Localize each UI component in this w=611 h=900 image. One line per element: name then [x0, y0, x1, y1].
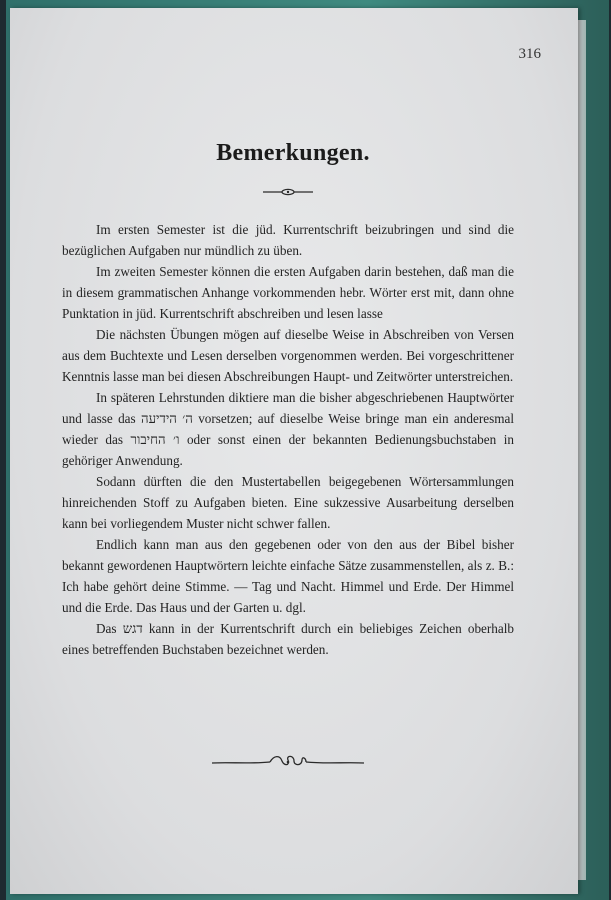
paragraph: Endlich kann man aus den gegebenen oder von den aus der Bibel bisher bekannt gewordenen Hauptwörtern leichte einfache Sätze zusammenstellen, als z. B.: Ich habe gehört deine Stimme. — Tag und Nacht. Himmel und Erde. Der Himmel und die Erde. Das Haus und der Garten u. dgl.: [62, 537, 514, 615]
body-text: [62, 219, 514, 660]
paragraph: Sodann dürften die den Mustertabellen beigegebenen Wörtersammlungen hinreichenden Stoff zu Aufgaben bieten. Eine sukzessive Ausarbeitung derselben kann bei vorliegendem Muster nicht schwer fallen.: [62, 474, 514, 531]
page-title: Bemerkungen.: [216, 140, 370, 166]
page-number: 316: [518, 46, 541, 62]
paragraph: Das דגש kann in der Kurrentschrift durch ein beliebiges Zeichen oberhalb eines betreffenden Buchstaben bezeichnet werden.: [62, 621, 515, 657]
ornament-divider-top: [263, 187, 313, 197]
paragraph: Die nächsten Übungen mögen auf dieselbe Weise in Abschreiben von Versen aus dem Buchtexte und Lesen derselben vorgenommen werden. Bei vorgeschrittener Kenntnis lasse man bei diesen Abschreibungen Haupt- und Zeitwörter unterstreichen.: [62, 327, 514, 384]
paragraph: Im ersten Semester ist die jüd. Kurrentschrift beizubringen und sind die bezüglichen Aufgaben nur mündlich zu üben.: [62, 222, 514, 258]
paragraph: In späteren Lehrstunden diktiere man die bisher abgeschriebenen Hauptwörter und lasse das ה׳ הידיעה vorsetzen; auf dieselbe Weise bringe man ein anderesmal wieder das ו׳ החיבור oder sonst einen der bekannten Bedienungsbuchstaben in gehöriger Anwendung.: [62, 390, 514, 468]
paragraph: Im zweiten Semester können die ersten Aufgaben darin bestehen, daß man die in diesem grammatischen Anhange vorkommenden hebr. Wörter erst mit, dann ohne Punktation in jüd. Kurrentschrift abschreiben und lesen lasse: [62, 264, 514, 321]
ornament-divider-bottom: [210, 752, 366, 772]
